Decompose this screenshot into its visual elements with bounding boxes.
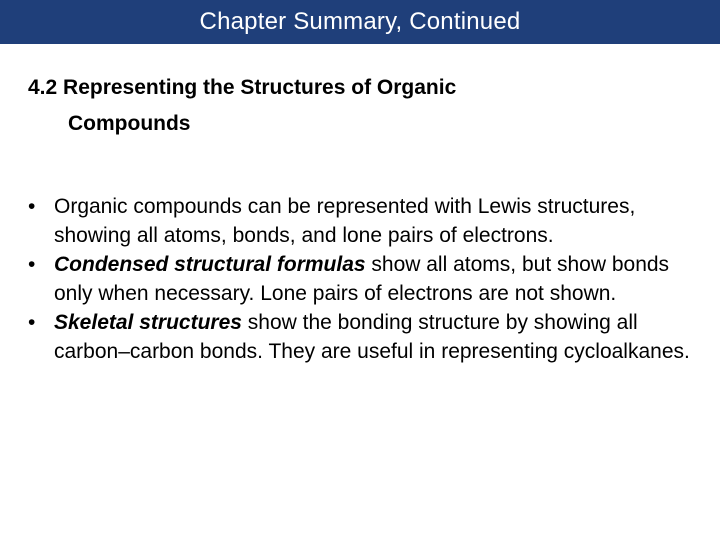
slide-title: Chapter Summary, Continued bbox=[199, 8, 521, 35]
section-heading-line2: Compounds bbox=[68, 112, 191, 135]
bullet-item-lewis bbox=[28, 192, 698, 250]
bullet-icon: • bbox=[28, 311, 36, 334]
bullet-item-condensed bbox=[28, 250, 698, 308]
bullet-term: Skeletal structures bbox=[54, 311, 242, 334]
summary-bullet-list bbox=[28, 192, 698, 366]
bullet-text: show the bonding structure by showing all carbon–carbon bonds. They are useful in representing cycloalkanes. bbox=[54, 311, 690, 363]
section-heading-line1: 4.2 Representing the Structures of Organic bbox=[28, 76, 457, 99]
bullet-icon: • bbox=[28, 253, 36, 276]
bullet-text: Organic compounds can be represented with Lewis structures, showing all atoms, bonds, and lone pairs of electrons. bbox=[54, 195, 636, 247]
bullet-term: Condensed structural formulas bbox=[54, 253, 366, 276]
bullet-text: show all atoms, but show bonds only when necessary. Lone pairs of electrons are not shown. bbox=[54, 253, 670, 305]
section-heading bbox=[28, 70, 688, 142]
bullet-icon: • bbox=[28, 195, 36, 218]
header-bar bbox=[0, 0, 720, 44]
bullet-item-skeletal bbox=[28, 308, 698, 366]
